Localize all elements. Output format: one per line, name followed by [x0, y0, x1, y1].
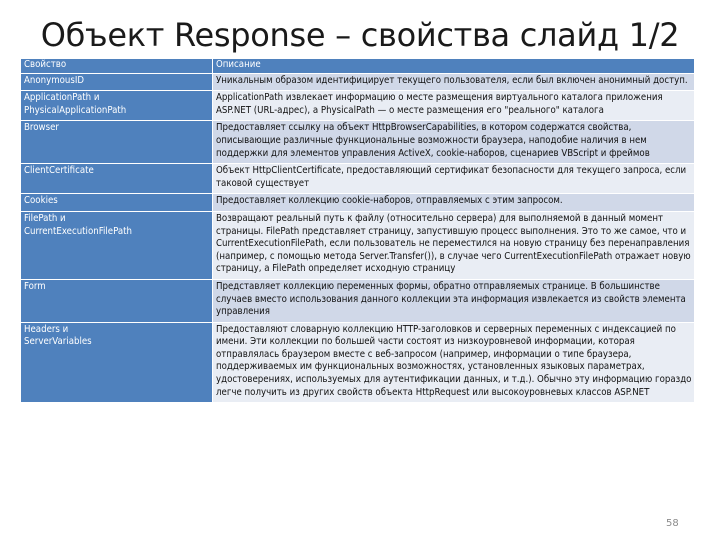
property-description: Возвращают реальный путь к файлу (относительно сервера) для выполняемой в данный момент страницы. FilePath представляет страницу, запустившую процесс выполнения. Это то же самое, что и CurrentExecutionFilePath, если пользователь не переместился на новую страницу без перенаправления (например, с помощью метода Server.Transfer()), в случае чего CurrentExecutionFilePath отражает новую страницу, a FilePath определяет исходную страницу [213, 211, 695, 279]
property-name: ApplicationPath и PhysicalApplicationPath [21, 91, 213, 121]
property-name: ClientCertificate [21, 164, 213, 194]
table-row [21, 322, 695, 403]
table-row [21, 164, 695, 194]
page-number: 58 [666, 518, 679, 529]
property-name: Browser [21, 121, 213, 164]
property-name: FilePath и CurrentExecutionFilePath [21, 211, 213, 279]
table-header-row [21, 59, 695, 74]
property-description: Предоставляют словарную коллекцию HTTP-заголовков и серверных переменных с индексацией по имени. Эти коллекции по большей части состоят из низкоуровневой информации, которая отправлялась браузером вместе с веб-запросом (например, информации о типе браузера, поддерживаемых им функциональных возможностях, установленных языковых параметрах, удостоверениях, используемых для аутентификации данных, и т.д.). Обычно эту информацию гораздо легче получить из других свойств объекта HttpRequest или высокоуровневых классов ASP.NET [213, 322, 695, 403]
table-row [21, 279, 695, 322]
property-name: Headers и ServerVariables [21, 322, 213, 403]
slide-title: Объект Response – свойства слайд 1/2 [40, 16, 680, 54]
column-header-property: Свойство [21, 59, 213, 74]
column-header-description: Описание [213, 59, 695, 74]
property-description: Предоставляет ссылку на объект HttpBrowserCapabilities, в котором содержатся свойства, описывающие различные функциональные возможности браузера, наподобие наличия в нем поддержки для элементов управления ActiveX, cookie-наборов, сценариев VBScript и фреймов [213, 121, 695, 164]
property-description: Предоставляет коллекцию cookie-наборов, отправляемых с этим запросом. [213, 194, 695, 212]
table-row [21, 194, 695, 212]
property-description: ApplicationPath извлекает информацию о месте размещения виртуального каталога приложения ASP.NET (URL-адрес), a PhysicalPath — о месте размещения его "реального" каталога [213, 91, 695, 121]
table-row [21, 211, 695, 279]
properties-table [20, 58, 695, 403]
property-name: Form [21, 279, 213, 322]
table-row [21, 121, 695, 164]
property-name: AnonymousID [21, 73, 213, 91]
property-description: Уникальным образом идентифицирует текущего пользователя, если был включен анонимный доступ. [213, 73, 695, 91]
table-row [21, 91, 695, 121]
property-description: Объект HttpClientCertificate, предоставляющий сертификат безопасности для текущего запроса, если таковой существует [213, 164, 695, 194]
property-description: Представляет коллекцию переменных формы, обратно отправляемых странице. В большинстве случаев вместо использования данного коллекции эта информация извлекается из свойств элемента управления [213, 279, 695, 322]
property-name: Cookies [21, 194, 213, 212]
table-row [21, 73, 695, 91]
